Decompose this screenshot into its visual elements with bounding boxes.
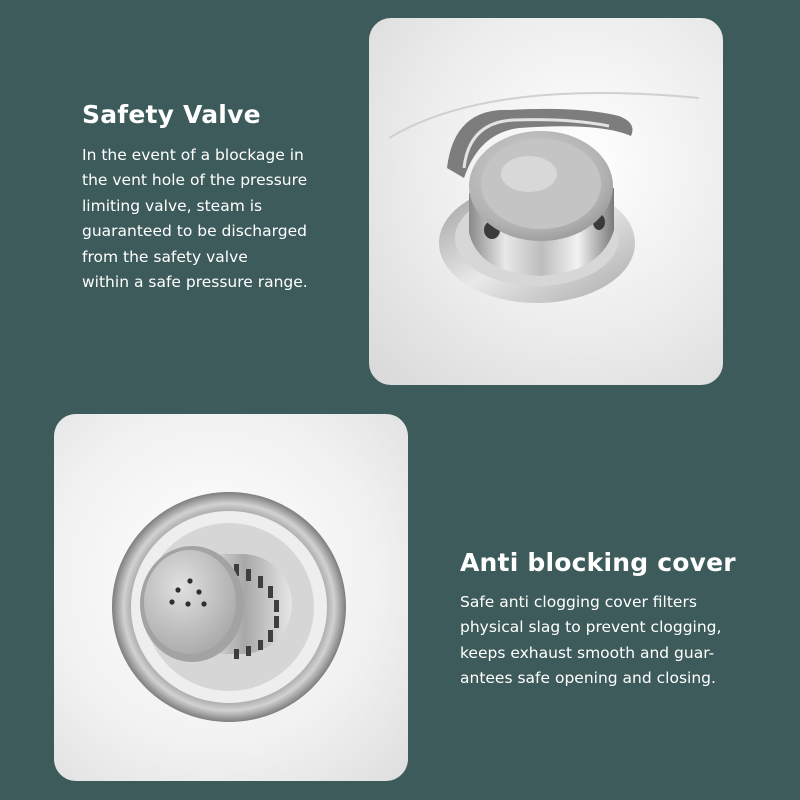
description-line: the vent hole of the pressure — [82, 171, 308, 190]
safety-valve-illustration — [369, 18, 723, 385]
description-line: from the safety valve — [82, 247, 248, 266]
anti-blocking-cover-illustration — [54, 414, 408, 781]
safety-valve-description — [82, 143, 308, 295]
description-line: guaranteed to be discharged — [82, 222, 307, 241]
anti-blocking-cover-photo — [54, 414, 408, 781]
description-line: physical slag to prevent clogging, — [460, 618, 722, 637]
description-line: antees safe opening and closing. — [460, 669, 716, 688]
anti-blocking-cover-title: Anti blocking cover — [460, 548, 736, 577]
safety-valve-title: Safety Valve — [82, 100, 261, 129]
anti-blocking-cover-description — [460, 590, 721, 692]
description-line: Safe anti clogging cover filters — [460, 593, 697, 611]
description-line: keeps exhaust smooth and guar- — [460, 643, 715, 662]
description-line: In the event of a blockage in — [82, 146, 304, 164]
description-line: within a safe pressure range. — [82, 273, 308, 292]
description-line: limiting valve, steam is — [82, 196, 263, 215]
safety-valve-photo — [369, 18, 723, 385]
